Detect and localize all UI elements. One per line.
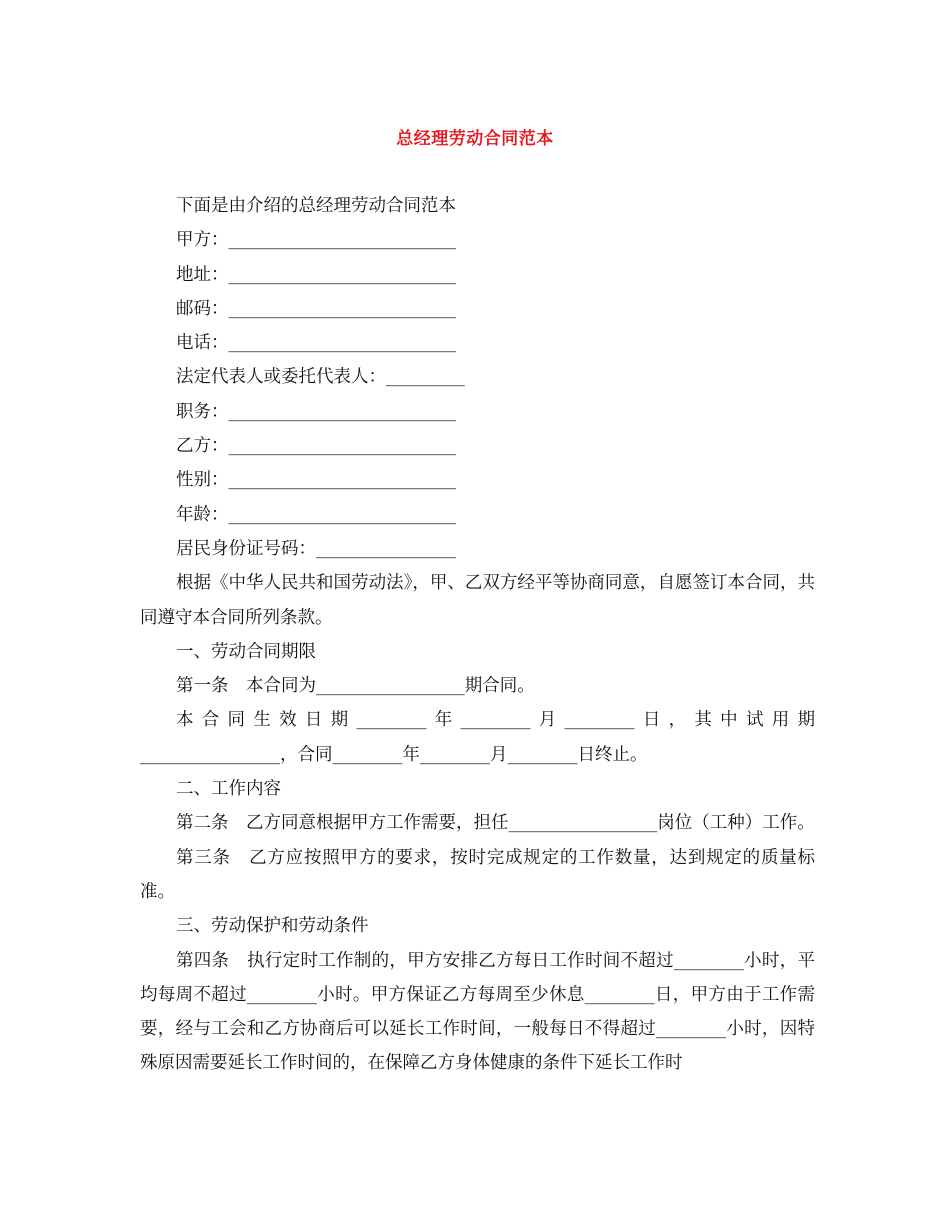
section-heading-protection: 三、劳动保护和劳动条件 [176, 916, 369, 937]
legal-representative-field: 法定代表人或委托代表人：_________ [176, 367, 465, 388]
section-heading-work: 二、工作内容 [176, 779, 281, 800]
age-field: 年龄：__________________________ [176, 504, 456, 525]
article-3: 第三条 乙方应按照甲方的要求，按时完成规定的工作数量，达到规定的质量标准。 [140, 847, 815, 902]
phone-field: 电话：__________________________ [176, 333, 456, 354]
article-4: 第四条 执行定时工作制的，甲方安排乙方每日工作时间不超过________小时，平均每周不超过________小时。甲方保证乙方每周至少休息________日，甲方由于工作需要，经与工会和乙方协商后可以延长工作时间，一般每日不得超过________小时，因特殊原因需要延长工作时间的，在保障乙方身体健康的条件下延长工作时 [140, 950, 815, 1074]
document-title: 总经理劳动合同范本 [396, 129, 554, 149]
preamble-paragraph: 根据《中华人民共和国劳动法》，甲、乙双方经平等协商同意，自愿签订本合同，共同遵守本合同所列条款。 [140, 573, 815, 628]
postcode-field: 邮码：__________________________ [176, 298, 456, 319]
effective-date-paragraph: 本合同生效日期________年________月________日，其中试用期________________，合同________年________月________日终止。 [140, 710, 815, 765]
article-1: 第一条 本合同为_________________期合同。 [176, 676, 535, 697]
article-2: 第二条 乙方同意根据甲方工作需要，担任_________________岗位（工种）工作。 [176, 813, 815, 834]
party-b-field: 乙方：__________________________ [176, 436, 456, 457]
gender-field: 性别：__________________________ [176, 470, 456, 491]
id-number-field: 居民身份证号码：________________ [176, 538, 456, 559]
section-heading-term: 一、劳动合同期限 [176, 641, 316, 662]
document-body [140, 189, 815, 1081]
party-a-field: 甲方：__________________________ [176, 230, 456, 251]
intro-line: 下面是由介绍的总经理劳动合同范本 [176, 196, 456, 216]
address-field: 地址：__________________________ [176, 264, 456, 285]
position-field: 职务：__________________________ [176, 401, 456, 422]
